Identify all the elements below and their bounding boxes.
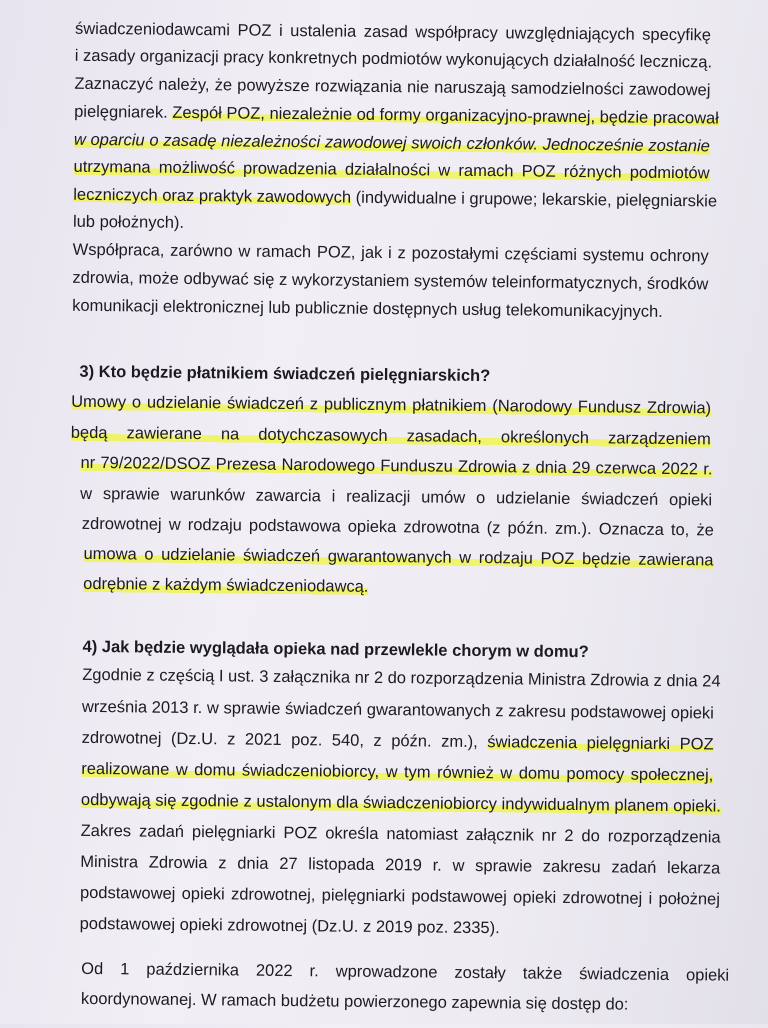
highlighted-text: odbywają się zgodnie z ustalonym dla świadczeniobiorcy indywidualnym planem opieki. (80, 790, 722, 816)
text-line: września 2013 r. w sprawie świadczeń gwarantowanych z zakresu podstawowej opieki (81, 697, 715, 723)
text-line: Zakres zadań pielęgniarki POZ określa natomiast załącznik nr 2 do rozporządzenia (80, 821, 721, 847)
text-line: Ministra Zdrowia z dnia 27 listopada 2019 r. w sprawie zakresu zadań lekarza (80, 852, 721, 878)
text-line: podstawowej opieki zdrowotnej, pielęgniarki podstawowej opieki zdrowotnej i położnej (79, 883, 721, 909)
text-line (82, 728, 714, 755)
text-line: podstawowej opieki zdrowotnej (Dz.U. z 2019 poz. 2335). (79, 914, 500, 938)
highlighted-text: Zespół POZ, niezależnie od formy organizacyjno-prawnej, będzie pracował (172, 103, 719, 128)
text-line: i zasady organizacji pracy konkretnych podmiotów wykonujących działalność leczniczą. (74, 46, 713, 72)
section-heading: 3) Kto będzie płatnikiem świadczeń pielęgniarskich? (79, 362, 491, 386)
highlighted-text: utrzymana możliwość prowadzenia działalności w ramach POZ różnych podmiotów (73, 157, 710, 183)
highlighted-text: nr 79/2022/DSOZ Prezesa Narodowego Funduszu Zdrowia z dnia 29 czerwca 2022 r. (80, 453, 713, 479)
text-line: Zgodnie z częścią I ust. 3 załącznika nr 2 do rozporządzenia Ministra Zdrowia z dnia 24 (82, 665, 721, 691)
section-heading: 4) Jak będzie wyglądała opieka nad przewlekle chorym w domu? (82, 637, 589, 662)
highlighted-text: będą zawierane na dotychczasowych zasadach, określonych zarządzeniem (70, 423, 711, 449)
highlighted-text: odrębnie z każdym świadczeniodawcą. (83, 574, 369, 596)
text-line: zdrowotnej w rodzaju podstawowa opieka zdrowotna (z późn. zm.). Oznacza to, że (81, 514, 714, 540)
text-line: Zaznaczyć należy, że powyższe rozwiązania nie naruszają samodzielności zawodowej (74, 74, 711, 100)
text-line: Od 1 października 2022 r. wprowadzone zostały także świadczenia opieki (81, 959, 730, 985)
text-line: lub położnych). (72, 212, 185, 232)
text-line: koordynowanej. W ramach budżetu powierzonego zapewnia się dostęp do: (80, 989, 629, 1014)
text-line (74, 102, 719, 129)
text-line: Współpraca, zarówno w ramach POZ, jak i z pozostałymi częściami systemu ochrony (72, 240, 709, 266)
text-segment: zdrowotnej (Dz.U. z 2021 poz. 540, z późn. zm.), (81, 728, 488, 752)
text-line: zdrowia, może odbywać się z wykorzystaniem systemów teleinformatycznych, środków (72, 268, 709, 294)
text-segment: (indywidualne i grupowe; lekarskie, pielęgniarskie (351, 188, 718, 211)
paragraph-intro (5, 0, 768, 232)
highlighted-text: świadczenia pielęgniarki POZ (487, 733, 714, 754)
highlighted-text: leczniczych oraz praktyk zawodowych (73, 185, 352, 207)
highlighted-text: w oparciu o zasadę niezależności zawodowej swoich członków. Jednocześnie zostanie (73, 130, 710, 156)
highlighted-text: umowa o udzielanie świadczeń gwarantowanych w rodzaju POZ będzie zawierana (83, 544, 714, 570)
highlighted-text: realizowane w domu świadczeniobiorcy, w tym również w domu pomocy społecznej, (81, 759, 714, 785)
text-line: w sprawie warunków zawarcia i realizacji umów o udzielanie świadczeń opieki (80, 484, 713, 510)
highlighted-text: Umowy o udzielanie świadczeń z publicznym płatnikiem (Narodowy Fundusz Zdrowia) (71, 392, 712, 418)
text-segment: pielęgniarek. (74, 102, 173, 122)
text-line: komunikacji elektronicznej lub publicznie dostępnych usług telekomunikacyjnych. (72, 296, 663, 321)
text-line (73, 185, 717, 212)
text-line: świadczeniodawcami POZ i ustalenia zasad współpracy uwzględniających specyfikę (74, 19, 712, 45)
